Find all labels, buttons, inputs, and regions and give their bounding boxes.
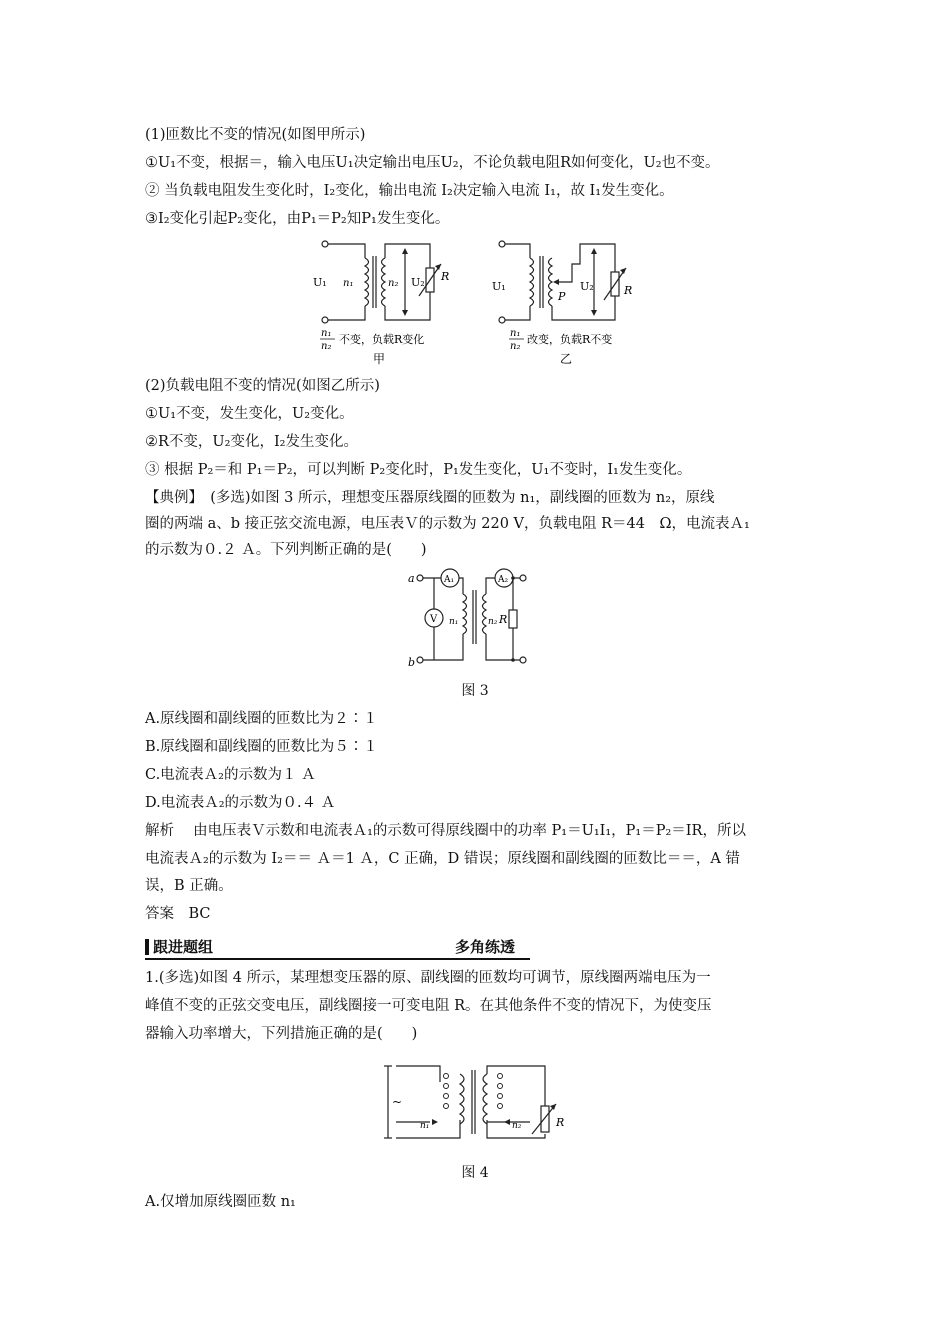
figure-3-caption: 图 3 bbox=[461, 683, 489, 699]
text-line-6: ①U₁不变，发生变化，U₂变化。 bbox=[145, 406, 354, 422]
figure-4 bbox=[380, 1050, 580, 1150]
text-line-7: ②R不变，U₂变化，I₂发生变化。 bbox=[145, 434, 358, 450]
section-header bbox=[145, 936, 815, 960]
question-1-line-3: 器输入功率增大，下列措施正确的是( ) bbox=[145, 1026, 418, 1042]
yi-p-label: P bbox=[558, 290, 566, 303]
fig4-tilde: ~ bbox=[392, 1095, 403, 1109]
question-1-line-2: 峰值不变的正弦交变电压，副线圈接一可变电阻 R。在其他条件不变的情况下，为使变压 bbox=[145, 998, 712, 1014]
text-line-3: ② 当负载电阻发生变化时，I₂变化，输出电流 I₂决定输入电流 I₁，故 I₁发生变化。 bbox=[145, 183, 674, 199]
fig3-r-label: R bbox=[499, 613, 508, 626]
yi-u2-label: U₂ bbox=[580, 280, 594, 293]
yi-u1-label: U₁ bbox=[492, 280, 506, 293]
text-line-1: (1)匝数比不变的情况(如图甲所示) bbox=[145, 127, 366, 143]
fig3-n2-label: n₂ bbox=[488, 617, 498, 627]
yi-ratio-den: n₂ bbox=[510, 341, 521, 352]
figure-4-caption: 图 4 bbox=[461, 1165, 489, 1181]
option-a: A.原线圈和副线圈的匝数比为２∶１ bbox=[145, 711, 378, 727]
jia-n2-label: n₂ bbox=[388, 278, 399, 289]
text-line-4: ③I₂变化引起P₂变化，由P₁＝P₂知P₁发生变化。 bbox=[145, 211, 450, 227]
example-line-3: 的示数为０.２ Ａ。下列判断正确的是( ) bbox=[145, 542, 427, 558]
jia-ratio-num: n₁ bbox=[321, 328, 332, 339]
section-marker bbox=[145, 939, 149, 955]
fig3-b-label: b bbox=[408, 656, 416, 669]
solution-line-2: 电流表Ａ₂的示数为 I₂＝＝ Ａ＝1 Ａ，C 正确，D 错误；原线圈和副线圈的匝数比＝＝，A 错 bbox=[145, 851, 740, 867]
fig4-n1-label: n₁ bbox=[420, 1121, 430, 1131]
jia-n1-label: n₁ bbox=[343, 278, 354, 289]
question-1-option-a: A.仅增加原线圈匝数 n₁ bbox=[145, 1194, 296, 1210]
jia-u2-label: U₂ bbox=[411, 276, 425, 289]
question-1-line-1: 1.(多选)如图 4 所示，某理想变压器的原、副线圈的匝数均可调节，原线圈两端电压为一 bbox=[145, 970, 711, 986]
fig3-a2-label: A₂ bbox=[498, 575, 509, 585]
fig3-a1-label: A₁ bbox=[444, 575, 455, 585]
solution-line-1: 解析 由电压表Ｖ示数和电流表Ａ₁的示数可得原线圈中的功率 P₁＝U₁I₁，P₁＝P₂＝IR，所以 bbox=[145, 823, 746, 839]
answer-line: 答案 BC bbox=[145, 906, 211, 922]
fig4-n2-label: n₂ bbox=[512, 1121, 522, 1131]
text-line-5: (2)负载电阻不变的情况(如图乙所示) bbox=[145, 378, 380, 394]
jia-r-label: R bbox=[441, 270, 450, 283]
option-d: D.电流表Ａ₂的示数为０.４ Ａ bbox=[145, 795, 336, 811]
yi-r-label: R bbox=[624, 284, 633, 297]
text-line-2: ①U₁不变，根据＝，输入电压U₁决定输出电压U₂，不论负载电阻R如何变化，U₂也不变。 bbox=[145, 155, 720, 171]
fig3-v-label: V bbox=[430, 614, 438, 625]
yi-desc: 改变，负载R不变 bbox=[527, 333, 613, 346]
option-c: C.电流表Ａ₂的示数为１ Ａ bbox=[145, 767, 316, 783]
example-line-2: 圈的两端 a、b 接正弦交流电源，电压表Ｖ的示数为 220 V，负载电阻 R＝44 Ω，电流表Ａ₁ bbox=[145, 516, 750, 532]
yi-ratio-num: n₁ bbox=[510, 328, 521, 339]
example-line-1: 【典例】 (多选)如图 3 所示，理想变压器原线圈的匝数为 n₁，副线圈的匝数为 n₂，原线 bbox=[145, 490, 715, 506]
fig3-a-label: a bbox=[408, 572, 415, 585]
solution-line-3: 误，B 正确。 bbox=[145, 878, 233, 894]
option-b: B.原线圈和副线圈的匝数比为５∶１ bbox=[145, 739, 378, 755]
fig4-r-label: R bbox=[556, 1116, 565, 1129]
section-rule bbox=[145, 958, 530, 960]
jia-ratio-den: n₂ bbox=[321, 341, 332, 352]
section-title: 跟进题组 bbox=[153, 938, 214, 956]
figure-yi bbox=[490, 236, 650, 368]
yi-caption: 乙 bbox=[560, 352, 573, 366]
figure-3 bbox=[405, 566, 535, 672]
figure-jia bbox=[305, 236, 465, 368]
section-subtitle: 多角练透 bbox=[455, 938, 516, 956]
jia-u1-label: U₁ bbox=[313, 276, 327, 289]
jia-desc: 不变，负载R变化 bbox=[339, 333, 425, 346]
fig3-n1-label: n₁ bbox=[449, 617, 459, 627]
jia-caption: 甲 bbox=[373, 352, 386, 366]
text-line-8: ③ 根据 P₂＝和 P₁＝P₂，可以判断 P₂变化时，P₁发生变化，U₁不变时，I₁发生变化。 bbox=[145, 462, 692, 478]
